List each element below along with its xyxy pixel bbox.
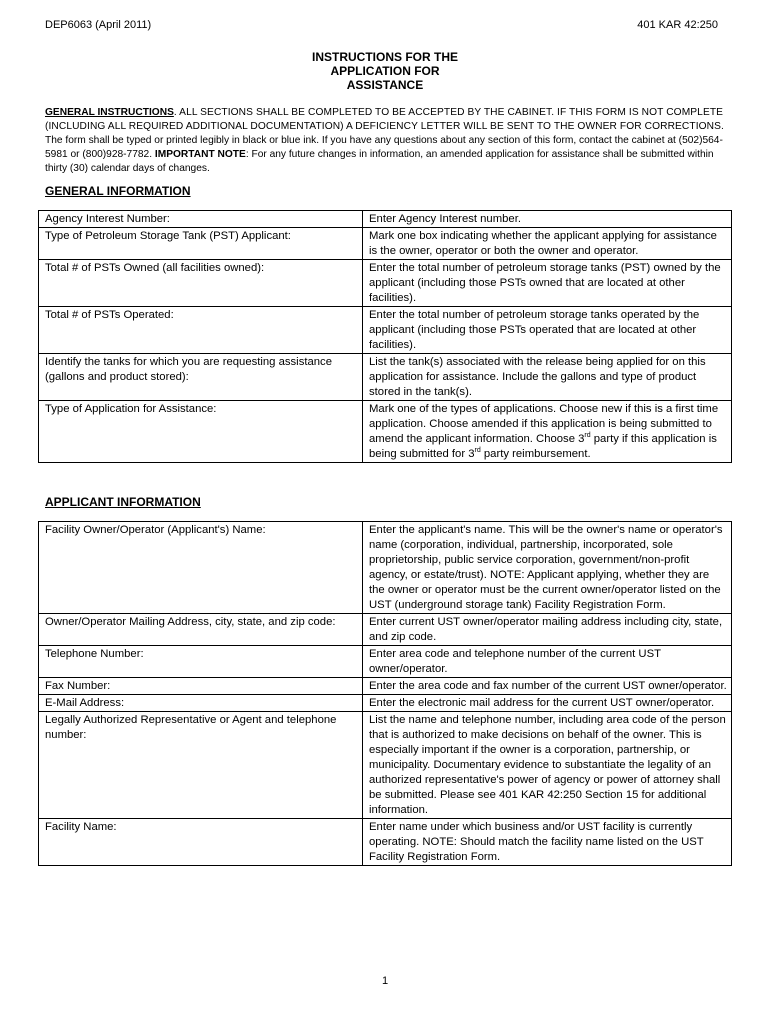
field-label: Facility Name: — [39, 819, 363, 866]
field-instruction: Enter name under which business and/or UST facility is currently operating. NOTE: Should match the facility name listed on the UST Facility Registration Form. — [363, 819, 732, 866]
field-label: E-Mail Address: — [39, 695, 363, 712]
title-line-1: INSTRUCTIONS FOR THE — [312, 50, 458, 64]
field-label: Telephone Number: — [39, 646, 363, 678]
field-instruction: List the tank(s) associated with the release being applied for on this application for assistance. Include the gallons and type of product stored in the tank(s). — [363, 354, 732, 401]
field-label: Facility Owner/Operator (Applicant's) Name: — [39, 522, 363, 614]
regulation-ref: 401 KAR 42:250 — [637, 19, 718, 31]
general-information-table — [38, 210, 732, 463]
field-instruction: Enter area code and telephone number of the current UST owner/operator. — [363, 646, 732, 678]
page-number: 1 — [381, 975, 389, 987]
table-row — [39, 695, 732, 712]
applicant-information-table — [38, 521, 732, 866]
table-row — [39, 401, 732, 463]
applicant-information-heading: APPLICANT INFORMATION — [45, 495, 201, 509]
important-note-text: : For any future changes in information, an amended application for assistance shall be submitted within thirty (30) calendar days of changes. — [45, 149, 714, 174]
field-label: Type of Petroleum Storage Tank (PST) Applicant: — [39, 228, 363, 260]
form-id: DEP6063 (April 2011) — [45, 19, 152, 31]
field-label: Type of Application for Assistance: — [39, 401, 363, 463]
table-row — [39, 354, 732, 401]
field-label: Legally Authorized Representative or Agent and telephone number: — [39, 712, 363, 819]
table-row — [39, 211, 732, 228]
important-note-label: IMPORTANT NOTE — [154, 149, 246, 160]
table-row — [39, 260, 732, 307]
table-row — [39, 712, 732, 819]
field-instruction: List the name and telephone number, including area code of the person that is authorized to make decisions on behalf of the owner. This is especially important if the owner is a corporation, partnership, or municipality. Documentary evidence to substantiate the legality of an authorized representative's power of agency or power of attorney shall be submitted. Please see 401 KAR 42:250 Section 15 for additional information. — [363, 712, 732, 819]
general-information-heading: GENERAL INFORMATION — [45, 184, 191, 198]
field-instruction: Enter Agency Interest number. — [363, 211, 732, 228]
title-line-2: APPLICATION FOR — [330, 64, 440, 78]
general-instructions-caps: . ALL SECTIONS SHALL BE COMPLETED TO BE ACCEPTED BY THE CABINET. IF THIS FORM IS NOT COMPLETE (INCLUDING ALL REQUIRED ADDITIONAL DOCUMENTATION) A DEFICIENCY LETTER WILL BE SENT TO THE OWNER FOR CORRECTIONS. — [45, 107, 724, 132]
general-instructions-body: The form shall be typed or printed legibly in black or blue ink. If you have any questions about any section of this form, contact the cabinet at (502)564-5981 or (800)928-7782. — [45, 135, 723, 160]
table-row — [39, 228, 732, 260]
field-instruction: Enter the electronic mail address for the current UST owner/operator. — [363, 695, 732, 712]
field-label: Total # of PSTs Owned (all facilities owned): — [39, 260, 363, 307]
table-row — [39, 522, 732, 614]
table-row — [39, 819, 732, 866]
table-row — [39, 646, 732, 678]
field-label: Owner/Operator Mailing Address, city, state, and zip code: — [39, 614, 363, 646]
general-instructions — [45, 106, 735, 176]
table-row — [39, 614, 732, 646]
field-instruction: Enter the total number of petroleum storage tanks operated by the applicant (including those PSTs operated that are located at other facilities). — [363, 307, 732, 354]
table-row — [39, 307, 732, 354]
superscript: rd — [474, 447, 481, 455]
field-instruction: Enter the applicant's name. This will be the owner's name or operator's name (corporation, individual, partnership, incorporated, sole proprietorship, public service corporation, government/non-profit agency, or estate/trust). NOTE: Applicant applying, whether they are the owner or operator must be the current owner/operator listed on the UST (underground storage tank) Facility Registration Form. — [363, 522, 732, 614]
table-row — [39, 678, 732, 695]
instruction-part: Mark one of the types of applications. Choose new if this is a first time application. Choose amended if this application is being submitted to amend the applicant information. Choose 3 — [369, 403, 719, 445]
title-line-3: ASSISTANCE — [346, 78, 424, 92]
field-instruction: Enter the total number of petroleum storage tanks (PST) owned by the applicant (including those PSTs owned that are located at other facilities). — [363, 260, 732, 307]
field-label: Fax Number: — [39, 678, 363, 695]
field-label: Identify the tanks for which you are requesting assistance (gallons and product stored): — [39, 354, 363, 401]
field-instruction: Mark one box indicating whether the applicant applying for assistance is the owner, operator or both the owner and operator. — [363, 228, 732, 260]
instruction-part: party reimbursement. — [480, 448, 591, 460]
instruction-part: party if this application is being submitted for 3 — [369, 433, 717, 460]
field-label: Agency Interest Number: — [39, 211, 363, 228]
field-label: Total # of PSTs Operated: — [39, 307, 363, 354]
field-instruction — [363, 401, 732, 463]
general-instructions-label: GENERAL INSTRUCTIONS — [45, 107, 174, 118]
page-title — [0, 50, 770, 92]
field-instruction: Enter the area code and fax number of the current UST owner/operator. — [363, 678, 732, 695]
field-instruction: Enter current UST owner/operator mailing address including city, state, and zip code. — [363, 614, 732, 646]
superscript: rd — [584, 432, 591, 440]
